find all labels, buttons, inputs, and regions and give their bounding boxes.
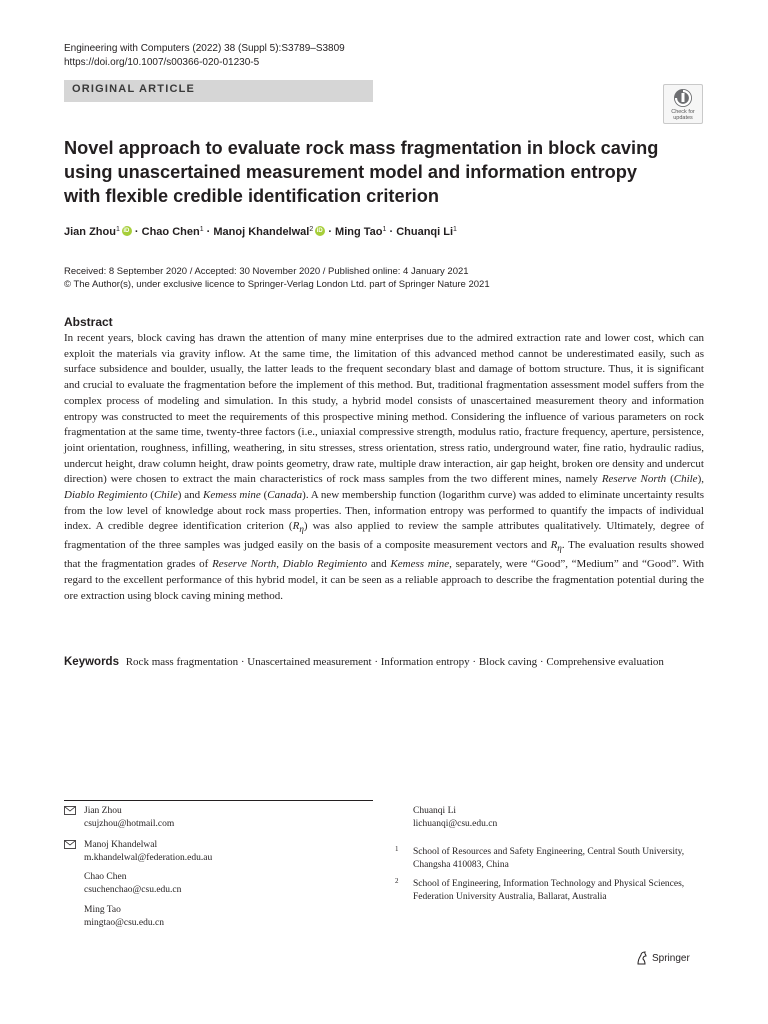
contact-name: Chuanqi Li [413,806,457,816]
springer-horse-icon [636,951,648,965]
author-affiliation: 1 [199,226,204,233]
orcid-icon[interactable] [122,226,132,236]
contact-block [84,839,212,864]
affiliation-text: School of Engineering, Information Technology and Physical Sciences, Federation University Australia, Ballarat, Australia [413,879,685,902]
author-separator: · [325,226,336,238]
affiliation-number: 1 [395,845,399,853]
article-title: Novel approach to evaluate rock mass fragmentation in block caving using unascertained measurement model and information entropy with flexible credible identification criterion [64,138,659,206]
author-separator: · [386,226,397,238]
contact-name: Jian Zhou [84,806,122,816]
article-type-bar [64,80,373,102]
contact-block [413,805,497,830]
envelope-icon [64,840,76,849]
author-affiliation: 1 [453,226,457,233]
keywords [64,655,704,671]
check-updates-line2: updates [673,115,693,121]
author-name[interactable]: Chao Chen [141,226,200,238]
check-for-updates-badge[interactable] [663,84,703,124]
publication-dates [64,265,490,291]
journal-citation: Engineering with Computers (2022) 38 (Suppl 5):S3789–S3809 [64,43,345,54]
contact-name: Manoj Khandelwal [84,840,158,850]
doi-link[interactable]: https://doi.org/10.1007/s00366-020-01230-5 [64,57,260,68]
contact-email[interactable]: lichuanqi@csu.edu.cn [413,818,498,829]
contact-email[interactable]: m.khandelwal@federation.edu.au [84,852,213,863]
contact-block [84,871,181,896]
author-separator: · [131,226,142,238]
article-type: ORIGINAL ARTICLE [72,83,196,95]
author-name[interactable]: Chuanqi Li [396,226,454,238]
author-separator: · [203,226,214,238]
author-affiliation: 1 [382,226,387,233]
contact-block [84,805,174,830]
contact-email[interactable]: csuchenchao@csu.edu.cn [84,884,182,895]
author-list [64,226,457,238]
check-updates-icon [673,88,693,108]
affiliation-text: School of Resources and Safety Engineering, Central South University, Changsha 410083, China [413,847,685,870]
affiliation [395,877,703,903]
journal-header [64,42,345,70]
publisher-logo [636,951,690,965]
copyright: © The Author(s), under exclusive licence to Springer-Verlag London Ltd. part of Springer Nature 2021 [64,279,490,290]
keywords-label: Keywords [64,656,119,668]
affiliation-number: 2 [395,877,399,885]
author-affiliation: 1 [115,226,120,233]
keywords-list: Rock mass fragmentation · Unascertained measurement · Information entropy · Block caving · Comprehensive evaluation [125,656,664,668]
publisher-name: Springer [652,952,690,964]
contact-email[interactable]: mingtao@csu.edu.cn [84,917,164,928]
abstract-heading: Abstract [64,315,113,329]
history-dates: Received: 8 September 2020 / Accepted: 30 November 2020 / Published online: 4 January 2021 [64,266,469,277]
contact-block [84,904,164,929]
check-updates-line1: Check for [671,109,695,115]
author-affiliation: 2 [309,226,314,233]
contact-email[interactable]: csujzhou@hotmail.com [84,818,175,829]
contact-name: Ming Tao [84,905,121,915]
author-name[interactable]: Manoj Khandelwal [213,226,310,238]
author-name[interactable]: Ming Tao [335,226,383,238]
footnote-divider [64,800,373,801]
envelope-icon [64,806,76,815]
abstract-body: In recent years, block caving has drawn the attention of many mine enterprises due to the admired extraction rate and lower cost, which can exploit the materials via gravity inflow. At the same time, the limitation of this advanced method cannot be underestimated easily, such as surface subsidence and boulder, usually, the latter leads to the frequent secondary blast and damage of bottom structure. Thus, it is significant and crucial to evaluate the fragmentation before the implement of this method. But, traditional fragmentation assessment model suffers from the complex process of modeling and simulation. In this study, a hybrid model consists of unascertained measurement theory and information entropy was constructed to meet the requirements of this prospective mining method. Considering the influence of various parameters on rock fragmentation at the same time, twenty-three factors (i.e., uniaxial compressive strength, modulus ratio, fracture frequency, aperture, persistence, joint orientation, roughness, infilling, weathering, in situ stresses, stress orientation, stress ratio, underground water, fine ratio, hydraulic radius, undercut height, draw column height, draw points geometry, draw rate, multiple draw interaction, air gap height, broken ore density and undercut direction) were chosen to extract the main characteristics of rock mass samples from the two different mines, namely Reserve North (Chile), Diablo Regimiento (Chile) and Kemess mine (Canada). A new membership function (logarithm curve) was added to eliminate uncertainty results from the low level of knowledge about rock mass properties. Then, information entropy was performed to quantify the impacts of individual index. A credible degree identification criterion $(R_\eta)$ was also applied to review the sample attributes qualitatively. Ultimately, degree of fragmentation of the three samples was judged easily on the basis of a composite measurement vectors and $R_\eta$. The evaluation results showed that the fragmentation grades of Reserve North, Diablo Regimiento and Kemess mine, separately, were “Good”, “Medium” and “Good”. With regard to the excellent performance of this hybrid model, it can be seen as a reliable approach to describe the fragmentation potential during the ore extraction using block caving mining method. [64,332,705,602]
affiliation [395,845,703,871]
contact-name: Chao Chen [84,872,127,882]
orcid-icon[interactable] [315,226,325,236]
author-name[interactable]: Jian Zhou [64,226,116,238]
